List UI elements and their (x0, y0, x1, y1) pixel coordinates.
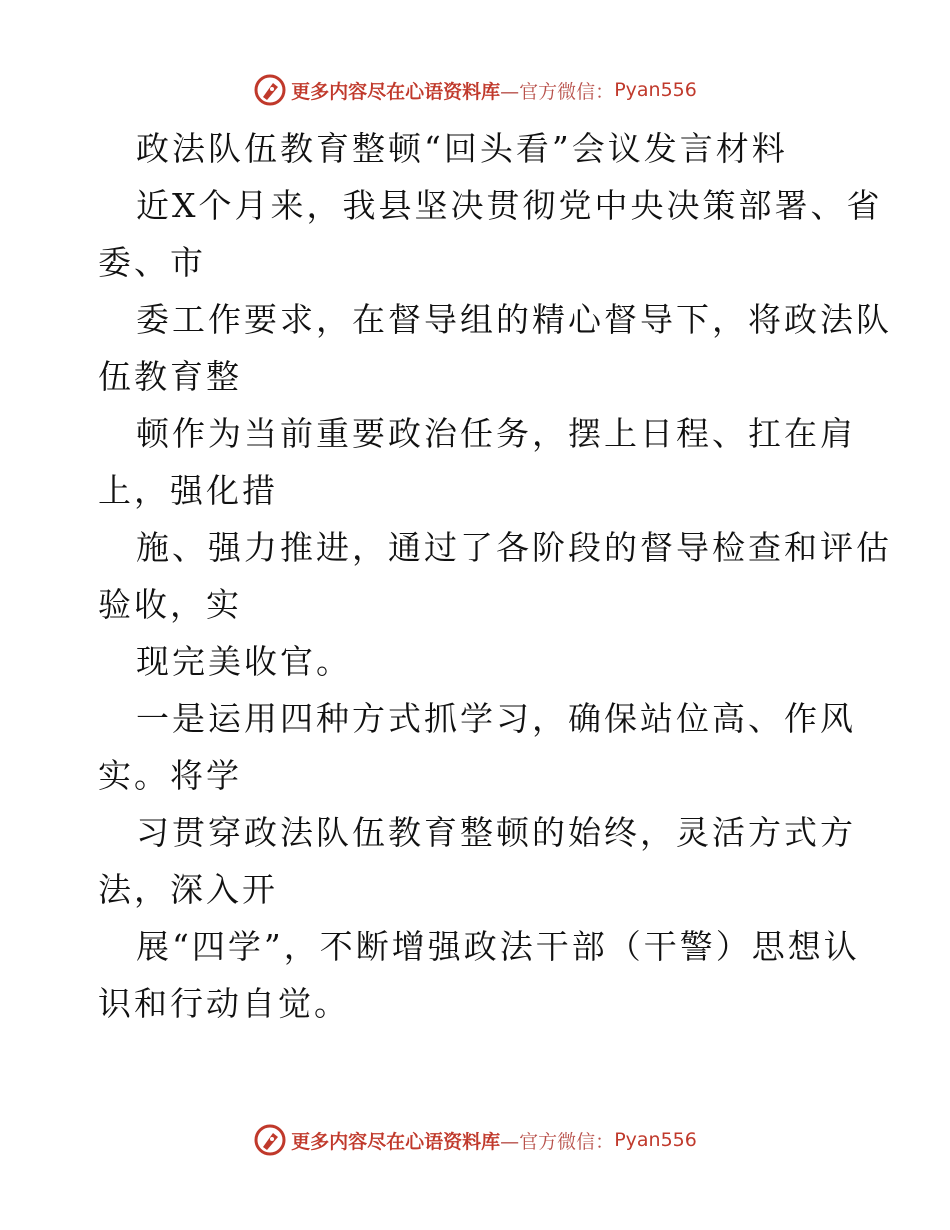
paragraph-line: 施、强力推进，通过了各阶段的督导检查和评估 (136, 528, 892, 567)
paragraph-line: 习贯穿政法队伍教育整顿的始终，灵活方式方 (136, 813, 856, 852)
watermark-text-wechat-label: —官方微信： (500, 80, 615, 103)
pen-nib-logo-icon (253, 73, 287, 107)
watermark-text-site: 更多内容尽在心语资料库 (291, 80, 501, 103)
paragraph-line: 展“四学”，不断增强政法干部（干警）思想认 (136, 927, 860, 966)
watermark-text-wechat-id: Pyan556 (614, 79, 697, 101)
paragraph-line: 上，强化措 (98, 471, 278, 510)
paragraph-line: 实。将学 (98, 756, 242, 795)
paragraph-line: 顿作为当前重要政治任务，摆上日程、扛在肩 (136, 414, 856, 453)
paragraph-line: 验收，实 (98, 585, 242, 624)
watermark-banner-top (0, 70, 950, 110)
document-title: 政法队伍教育整顿“回头看”会议发言材料 (136, 129, 788, 168)
paragraph-line: 法，深入开 (98, 870, 278, 909)
watermark-banner-bottom (0, 1120, 950, 1160)
watermark-text-site: 更多内容尽在心语资料库 (291, 1130, 501, 1153)
paragraph-line: 现完美收官。 (136, 642, 352, 681)
watermark-text-wechat-label: —官方微信： (500, 1130, 615, 1153)
paragraph-line: 识和行动自觉。 (98, 984, 350, 1023)
paragraph-line: 近X个月来，我县坚决贯彻党中央决策部署、省 (136, 186, 883, 225)
document-body (0, 120, 950, 1032)
paragraph-line: 伍教育整 (98, 357, 242, 396)
watermark-text-wechat-id: Pyan556 (614, 1129, 697, 1151)
paragraph-line: 一是运用四种方式抓学习，确保站位高、作风 (136, 699, 856, 738)
paragraph-line: 委、市 (98, 243, 206, 282)
paragraph-line: 委工作要求，在督导组的精心督导下，将政法队 (136, 300, 892, 339)
pen-nib-logo-icon (253, 1123, 287, 1157)
